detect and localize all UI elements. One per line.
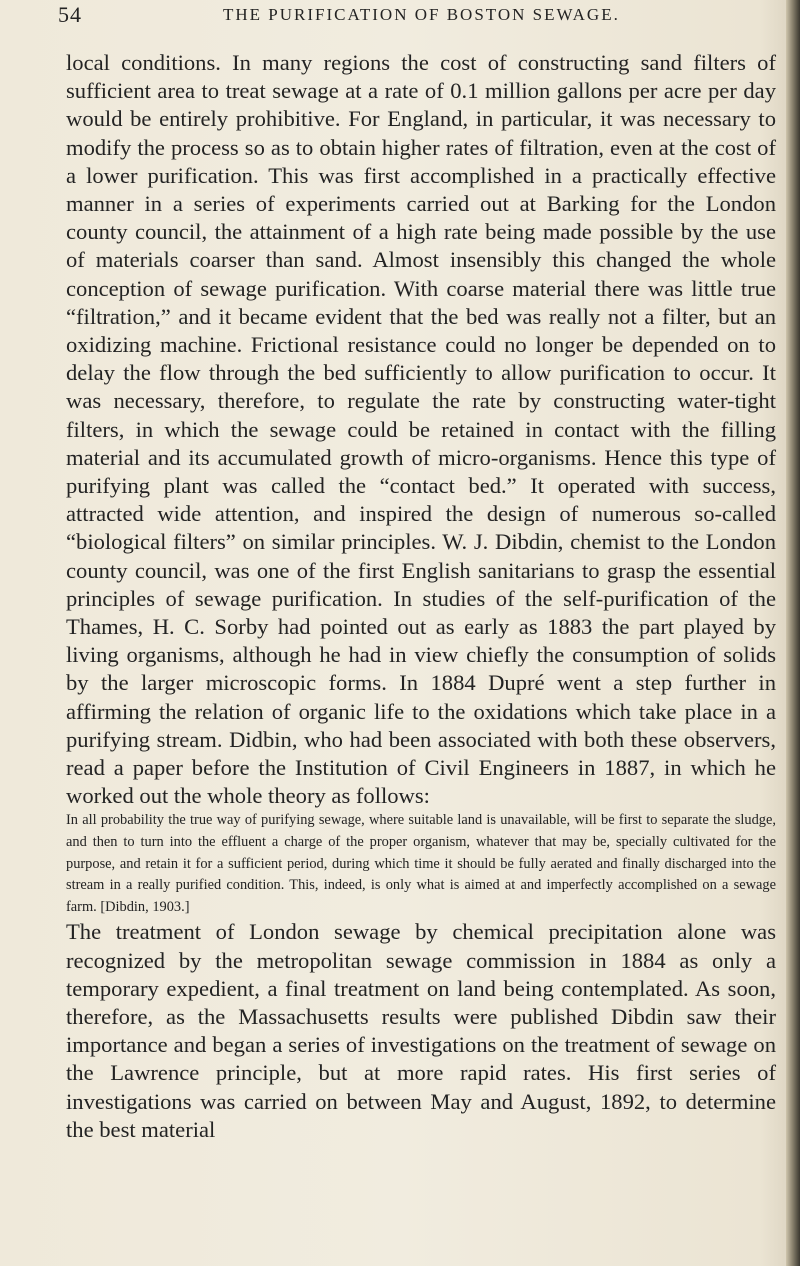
book-spine-shadow	[786, 0, 800, 1266]
running-head: THE PURIFICATION OF BOSTON SEWAGE.	[223, 5, 620, 24]
page-number: 54	[58, 2, 82, 27]
paragraph-1: local conditions. In many regions the cost of constructing sand filters of sufficient area to treat sewage at a rate of 0.1 million gallons per acre per day would be entirely prohibitive. For England, in particular, it was necessary to modify the process so as to obtain higher rates of filtration, even at the cost of a lower purification. This was first accomplished in a practically effective manner in a series of experiments carried out at Barking for the London county council, the attainment of a high rate being made possible by the use of materials coarser than sand. Almost insensibly this changed the whole conception of sewage purification. With coarse material there was little true “filtration,” and it became evident that the bed was really not a filter, but an oxidizing machine. Frictional resistance could no longer be depended on to delay the flow through the bed sufficiently to allow purification to occur. It was necessary, therefore, to regulate the rate by constructing water-tight filters, in which the sewage could be retained in contact with the filling material and its accumulated growth of micro-organisms. Hence this type of purifying plant was called the “contact bed.” It operated with success, attracted wide attention, and inspired the design of numerous so-called “biological filters” on similar principles. W. J. Dibdin, chemist to the London county council, was one of the first English sanitarians to grasp the essential principles of sewage purification. In studies of the self-purification of the Thames, H. C. Sorby had pointed out as early as 1883 the part played by living organisms, although he had in view chiefly the consumption of solids by the larger microscopic forms. In 1884 Dupré went a step further in affirming the relation of organic life to the oxidations which take place in a purifying stream. Didbin, who had been associated with both these observers, read a paper before the Institution of Civil Engineers in 1887, in which he worked out the whole theory as follows:	[66, 50, 776, 809]
paragraph-2: The treatment of London sewage by chemical precipitation alone was recognized by the metropolitan sewage commission in 1884 as only a temporary expedient, a final treatment on land being contemplated. As soon, therefore, as the Massachusetts results were published Dibdin saw their importance and began a series of investigations on the treatment of sewage on the Lawrence principle, but at more rapid rates. His first series of investigations was carried on between May and August, 1892, to determine the best material	[66, 919, 776, 1142]
body-text	[66, 49, 776, 1144]
block-quote: In all probability the true way of purifying sewage, where suitable land is unavailable, will be first to separate the sludge, and then to turn into the effluent a charge of the proper organism, whatever that may be, specially cultivated for the purpose, and retain it for a sufficient period, during which time it should be fully aerated and finally discharged into the stream in a really purified condition. This, indeed, is only what is aimed at and imperfectly accomplished on a sewage farm. [Dibdin, 1903.]	[66, 812, 776, 915]
page-header	[58, 0, 778, 36]
